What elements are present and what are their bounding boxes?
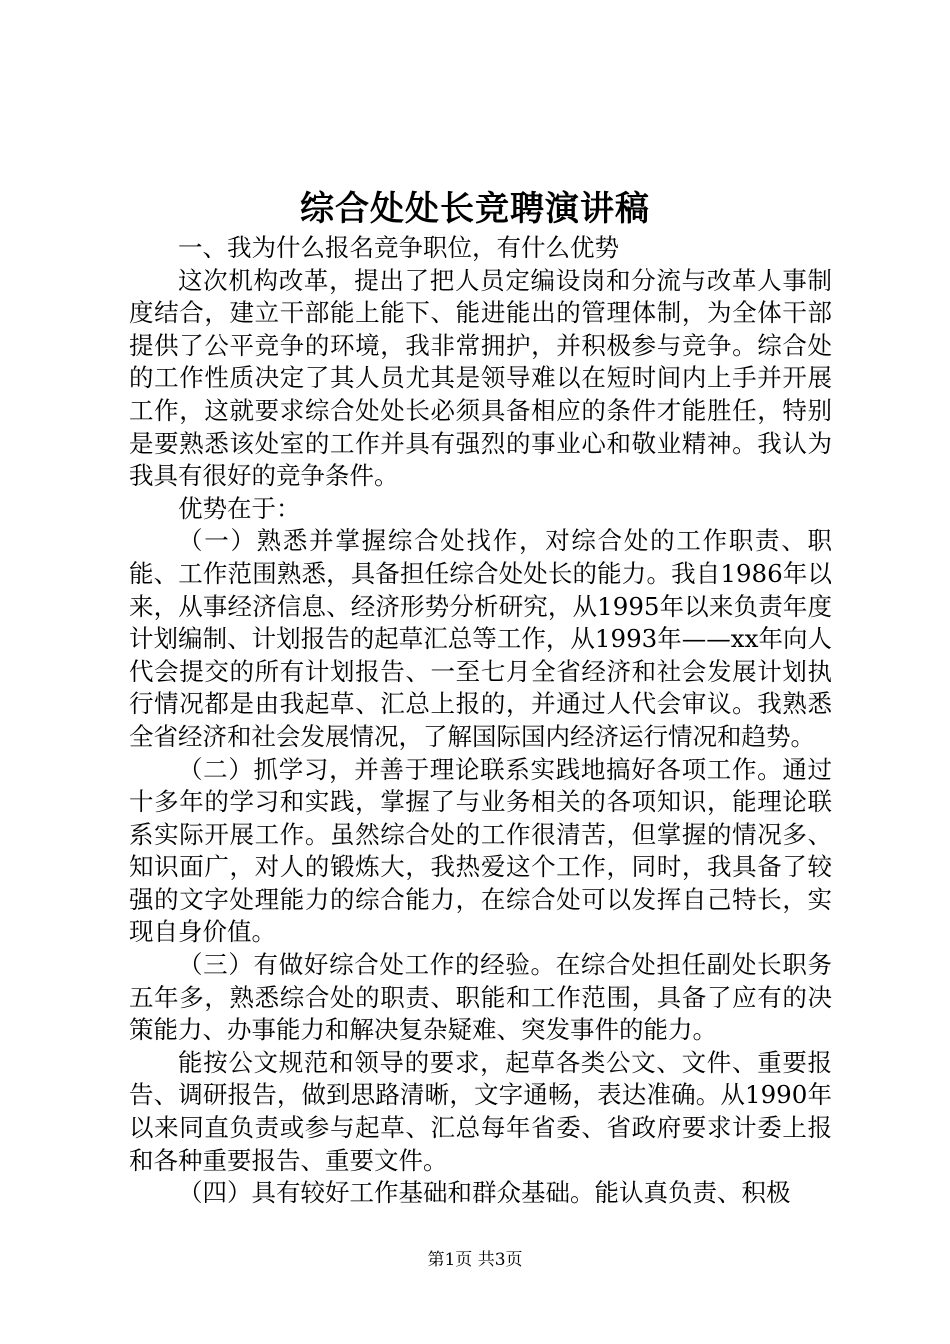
page-number-footer: 第1页 共3页: [427, 1250, 523, 1270]
section-heading: 一、我为什么报名竞争职位，有什么优势: [178, 233, 619, 262]
document-title: 综合处处长竞聘演讲稿: [300, 189, 650, 229]
paragraph: （三）有做好综合处工作的经验。在综合处担任副处长职务五年多，熟悉综合处的职责、职能和工作范围，具备了应有的决策能力、办事能力和解决复杂疑难、突发事件的能力。: [129, 950, 832, 1045]
paragraph: （二）抓学习，并善于理论联系实践地搞好各项工作。通过十多年的学习和实践，掌握了与业务相关的各项知识，能理论联系实际开展工作。虽然综合处的工作很清苦，但掌握的情况多、知识面广，对人的锻炼大，我热爱这个工作，同时，我具备了较强的文字处理能力的综合能力，在综合处可以发挥自己特长，实现自身价值。: [129, 754, 832, 947]
paragraph: （四）具有较好工作基础和群众基础。能认真负责、积极: [178, 1178, 791, 1208]
document-body: [129, 232, 832, 1210]
paragraph: 能按公文规范和领导的要求，起草各类公文、文件、重要报告、调研报告，做到思路清晰，文字通畅，表达准确。从1990年以来同直负责或参与起草、汇总每年省委、省政府要求计委上报和各种重要报告、重要文件。: [129, 1047, 832, 1175]
paragraph: 优势在于：: [178, 493, 301, 523]
paragraph: （一）熟悉并掌握综合处找作，对综合处的工作职责、职能、工作范围熟悉，具备担任综合处处长的能力。我自1986年以来，从事经济信息、经济形势分析研究，从1995年以来负责年度计划编制、计划报告的起草汇总等工作，从1993年——xx年向人代会提交的所有计划报告、一至七月全省经济和社会发展计划执行情况都是由我起草、汇总上报的，并通过人代会审议。我熟悉全省经济和社会发展情况，了解国际国内经济运行情况和趋势。: [129, 526, 832, 751]
paragraph: 这次机构改革，提出了把人员定编设岗和分流与改革人事制度结合，建立干部能上能下、能进能出的管理体制，为全体干部提供了公平竞争的环境，我非常拥护，并积极参与竞争。综合处的工作性质决定了其人员尤其是领导难以在短时间内上手并开展工作，这就要求综合处处长必须具备相应的条件才能胜任，特别是要熟悉该处室的工作并具有强烈的事业心和敬业精神。我认为我具有很好的竞争条件。: [129, 265, 832, 491]
